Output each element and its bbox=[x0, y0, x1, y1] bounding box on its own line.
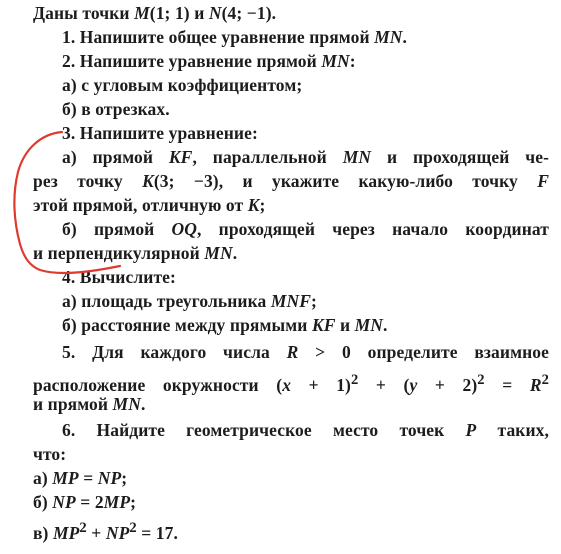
task-6a bbox=[33, 468, 549, 488]
task-5-line-3 bbox=[33, 394, 549, 414]
text: + bbox=[86, 522, 106, 543]
var: MP bbox=[52, 522, 80, 543]
text: , проходящей через начало координат bbox=[197, 219, 549, 239]
text: и bbox=[335, 315, 355, 335]
var: NP bbox=[52, 492, 76, 512]
text: = bbox=[484, 374, 530, 395]
var: MNF bbox=[270, 291, 312, 311]
var: MN bbox=[342, 147, 372, 167]
text: + 1) bbox=[291, 374, 351, 395]
var: MN bbox=[204, 243, 233, 263]
text: ; bbox=[311, 291, 317, 311]
text: ; bbox=[259, 195, 266, 215]
point-n: N bbox=[208, 3, 222, 23]
text: . bbox=[383, 315, 388, 335]
task-3a-line-3 bbox=[33, 195, 549, 215]
subtask-text: а) с угловым коэффициентом; bbox=[62, 75, 303, 95]
text: таких, bbox=[476, 420, 549, 440]
point-m-coords: (1; 1) и bbox=[149, 3, 209, 23]
text: ; bbox=[121, 468, 128, 488]
var: MN bbox=[354, 315, 384, 335]
task-text: Напишите уравнение: bbox=[75, 123, 258, 143]
text: , параллельной bbox=[192, 147, 343, 167]
var: NP bbox=[97, 468, 122, 488]
task-4a bbox=[62, 291, 549, 311]
text: (3; −3), и укажите какую-либо точку bbox=[153, 171, 538, 191]
problem-statement bbox=[33, 3, 549, 23]
var: x bbox=[282, 374, 292, 395]
text: что: bbox=[33, 444, 67, 464]
task-number: 6. bbox=[62, 420, 76, 440]
text: и прямой bbox=[33, 394, 113, 414]
text: . bbox=[140, 394, 146, 414]
text: в) bbox=[33, 522, 53, 543]
task-3b-line-2 bbox=[33, 243, 549, 263]
var: MN bbox=[321, 51, 350, 71]
text: б) bbox=[33, 492, 53, 512]
text: Для каждого числа bbox=[75, 342, 287, 362]
task-3 bbox=[62, 123, 549, 143]
var: MN bbox=[112, 394, 141, 414]
text: и проходящей че- bbox=[371, 147, 549, 167]
text: рез точку bbox=[33, 171, 143, 191]
text: . bbox=[232, 243, 238, 263]
text: этой прямой, отличную от bbox=[33, 195, 248, 215]
text: Найдите геометрическое место точек bbox=[75, 420, 466, 440]
var: KF bbox=[168, 147, 193, 167]
exponent: 2 bbox=[129, 520, 137, 536]
header-text: Даны точки bbox=[33, 3, 135, 23]
var: NP bbox=[105, 522, 130, 543]
text: ; bbox=[130, 492, 137, 512]
task-4 bbox=[62, 267, 549, 287]
task-6-line-1 bbox=[62, 420, 549, 440]
text: б) расстояние между прямыми bbox=[62, 315, 312, 335]
task-2a bbox=[62, 75, 549, 95]
subtask-text: б) в отрезках. bbox=[62, 99, 170, 119]
task-3b-line-1 bbox=[62, 219, 549, 239]
task-number: 2. bbox=[62, 51, 76, 71]
text: = 17. bbox=[136, 522, 178, 543]
var: y bbox=[409, 374, 418, 395]
text: + ( bbox=[358, 374, 410, 395]
task-6b bbox=[33, 492, 549, 512]
point-m: M bbox=[134, 3, 150, 23]
var: MP bbox=[52, 468, 79, 488]
point-n-coords: (4; −1). bbox=[221, 3, 277, 23]
var: OQ bbox=[171, 219, 198, 239]
task-6c bbox=[33, 518, 549, 543]
text: а) bbox=[33, 468, 53, 488]
exponent: 2 bbox=[350, 372, 359, 388]
exponent: 2 bbox=[541, 372, 549, 388]
var: MN bbox=[374, 27, 403, 47]
task-text: Напишите уравнение прямой bbox=[75, 51, 322, 71]
text: = 2 bbox=[75, 492, 104, 512]
task-5-line-2 bbox=[33, 370, 549, 395]
var: K bbox=[142, 171, 154, 191]
task-number: 4. bbox=[62, 267, 76, 287]
var: R bbox=[529, 374, 542, 395]
task-1 bbox=[62, 27, 549, 47]
task-2 bbox=[62, 51, 549, 71]
task-text: Напишите общее уравнение прямой bbox=[75, 27, 375, 47]
var: MP bbox=[103, 492, 131, 512]
text: и перпендикулярной bbox=[33, 243, 205, 263]
var: KF bbox=[311, 315, 336, 335]
var: R bbox=[286, 342, 299, 362]
var: K bbox=[247, 195, 260, 215]
text: = bbox=[78, 468, 98, 488]
text: а) площадь треугольника bbox=[62, 291, 271, 311]
task-3a-line-1 bbox=[62, 147, 549, 167]
exponent: 2 bbox=[79, 520, 87, 536]
var: F bbox=[537, 171, 550, 191]
task-end: : bbox=[349, 51, 356, 71]
task-6-line-2 bbox=[33, 444, 549, 464]
task-2b bbox=[62, 99, 549, 119]
task-4b bbox=[62, 315, 549, 335]
task-5-line-1 bbox=[62, 342, 549, 362]
text: б) прямой bbox=[62, 219, 172, 239]
task-text: Вычислите: bbox=[75, 267, 176, 287]
task-number: 5. bbox=[62, 342, 76, 362]
task-3a-line-2 bbox=[33, 171, 549, 191]
task-number: 3. bbox=[62, 123, 76, 143]
var: P bbox=[465, 420, 477, 440]
task-number: 1. bbox=[62, 27, 76, 47]
text: + 2) bbox=[417, 374, 478, 395]
task-end: . bbox=[402, 27, 407, 47]
text: > 0 определите взаимное bbox=[298, 342, 549, 362]
text: а) прямой bbox=[62, 147, 169, 167]
exponent: 2 bbox=[477, 372, 485, 388]
text: расположение окружности ( bbox=[33, 374, 283, 395]
